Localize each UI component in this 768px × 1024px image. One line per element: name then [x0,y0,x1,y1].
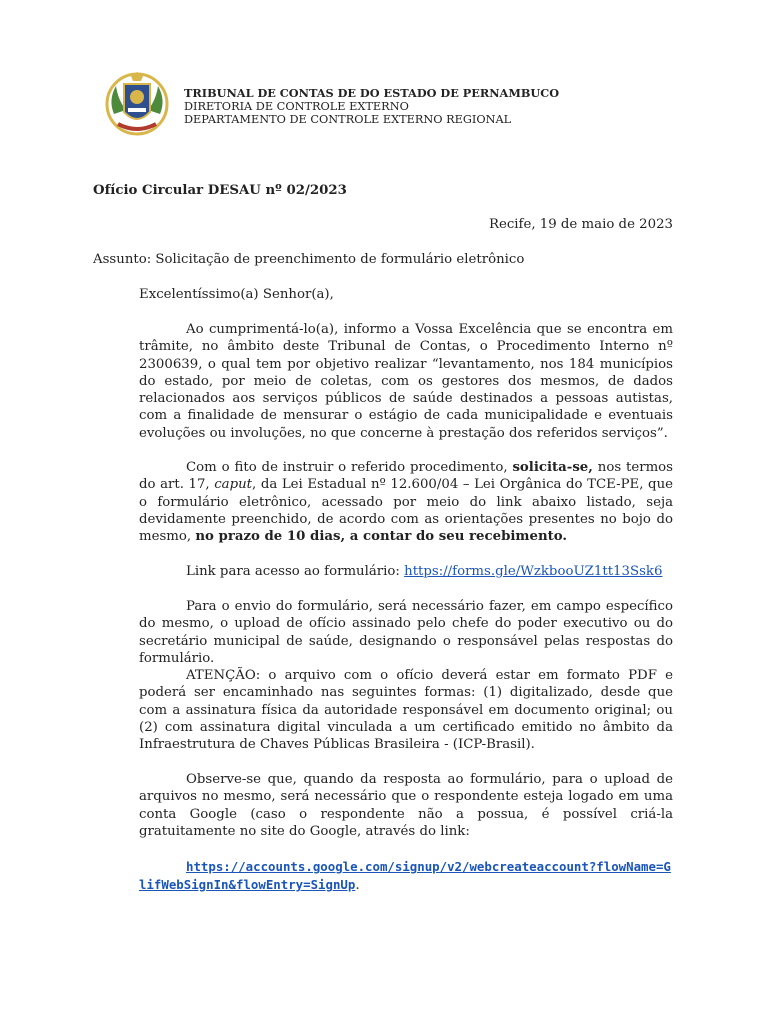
p2-text-a: Com o fito de instruir o referido procedimento, [186,460,513,475]
p2-text-e: , da Lei Estadual nº 12.600/04 – Lei Orgânica do TCE-PE, que o formulário eletrônico, acessado por meio do link abaixo listado, seja devidamente preenchido, de acordo com as orientações presentes no bojo do mesmo, [139,477,674,545]
p2-text-bold-request: solicita-se, [512,460,593,475]
form-link[interactable]: https://forms.gle/WzkbooUZ1tt13Ssk6 [404,564,663,579]
google-signup-link[interactable]: https://accounts.google.com/signup/v2/webcreateaccount?flowName=GlifWebSignIn&flowEntry=SignUp [139,859,671,893]
document-title: Ofício Circular DESAU nº 02/2023 [93,183,347,198]
letterhead [104,70,704,136]
document-subject: Assunto: Solicitação de preenchimento de formulário eletrônico [93,252,525,267]
paragraph-5: ATENÇÃO: o arquivo com o ofício deverá estar em formato PDF e poderá ser encaminhado nas seguintes formas: (1) digitalizado, desde que com a assinatura física da autoridade responsável em documento original; ou (2) com assinatura digital vinculada a um certificado emitido no âmbito da Infraestrutura de Chaves Públicas Brasileira - (ICP-Brasil). [139,668,673,753]
document-date: Recife, 19 de maio de 2023 [488,217,673,232]
paragraph-3 [139,563,673,580]
paragraph-7 [139,858,673,895]
greeting: Excelentíssimo(a) Senhor(a), [139,287,334,302]
header-line-2: DIRETORIA DE CONTROLE EXTERNO [184,100,409,114]
p7-end: . [355,878,360,894]
paragraph-4: Para o envio do formulário, será necessário fazer, em campo específico do mesmo, o upload de ofício assinado pelo chefe do poder executivo ou do secretário municipal de saúde, designando o responsável pelas respostas do formulário. [139,599,673,666]
paragraph-2 [139,459,673,545]
header-line-1: TRIBUNAL DE CONTAS DE DO ESTADO DE PERNAMBUCO [184,86,560,100]
p2-text-c: nos termos do art. 17, [139,460,674,493]
paragraph-1: Ao cumprimentá-lo(a), informo a Vossa Excelência que se encontra em trâmite, no âmbito deste Tribunal de Contas, o Procedimento Interno nº 2300639, o qual tem por objetivo realizar “levantamento, nos 184 municípios do estado, por meio de coletas, com os gestores dos mesmos, de dados relacionados aos serviços públicos de saúde destinados a pessoas autistas, com a finalidade de mensurar o estágio de cada municipalidade e eventuais evoluções ou involuções, no que concerne à prestação dos referidos serviços”. [139,322,673,441]
paragraph-6: Observe-se que, quando da resposta ao formulário, para o upload de arquivos no mesmo, será necessário que o respondente esteja logado em uma conta Google (caso o respondente não a possua, é possível criá-la gratuitamente no site do Google, através do link: [139,772,673,839]
pernambuco-coat-of-arms-icon [104,70,170,136]
header-line-3: DEPARTAMENTO DE CONTROLE EXTERNO REGIONAL [184,113,512,127]
form-link-label: Link para acesso ao formulário: [186,564,405,579]
p2-text-bold-deadline: no prazo de 10 dias, a contar do seu recebimento. [195,529,568,545]
institution-name [184,87,559,127]
p2-text-caput: caput [214,477,253,493]
